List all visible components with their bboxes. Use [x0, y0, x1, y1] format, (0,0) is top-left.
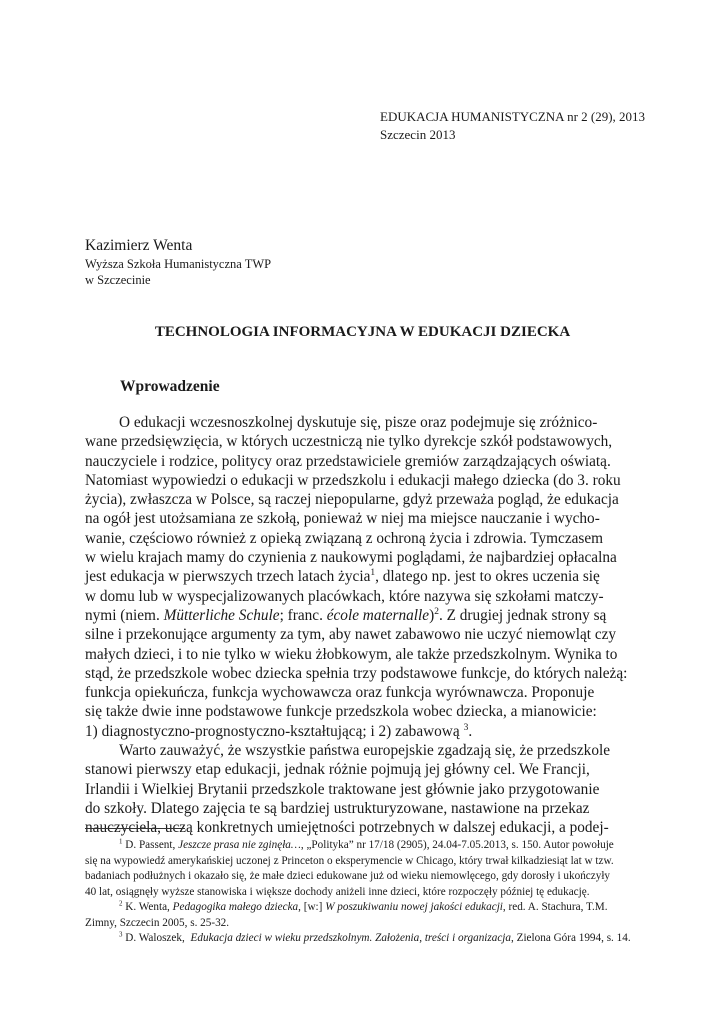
journal-title: EDUKACJA HUMANISTYCZNA nr 2 (29), 2013 — [380, 109, 646, 124]
body-line: jest edukacja w pierwszych trzech latach życia$^1$, dlatego np. jest to okres uczenia się — [85, 568, 600, 586]
body-line: 1) diagnostyczno-prognostyczno-kształtującą; i 2) zabawową $^3$. — [85, 722, 473, 740]
body-line: w domu lub w wyspecjalizowanych placówkach, które nazywa się szkołami matczy- — [85, 587, 604, 605]
body-line: stąd, że przedszkole wobec dziecka spełnia trzy podstawowe funkcje, do których należą: — [85, 664, 628, 682]
author-block — [85, 236, 271, 288]
body-line: wanie, częściowo również z opieką związaną z ochroną życia i zdrowia. Tymczasem — [85, 529, 604, 547]
body-line: Natomiast wypowiedzi o edukacji w przedszkolu i edukacji małego dziecka (do 3. roku — [85, 471, 621, 489]
article-title: TECHNOLOGIA INFORMACYJNA W EDUKACJI DZIECKA — [154, 324, 571, 340]
body-line: Warto zauważyć, że wszystkie państwa europejskie zgadzają się, że przedszkole — [119, 742, 611, 760]
body-line: do szkoły. Dlatego zajęcia te są bardziej ustrukturyzowane, nastawione na przekaz — [85, 799, 590, 817]
body-line: w wielu krajach mamy do czynienia z naukowymi poglądami, że najbardziej opłacalna — [85, 549, 617, 567]
footnote-1-line: się na wypowiedź amerykańskiej uczonej z Princeton o eksperymencie w Chicago, który trwał kilkadziesiąt lat w tzw. — [85, 854, 614, 867]
journal-header — [380, 108, 645, 144]
body-line: się także dwie inne podstawowe funkcje przedszkola wobec dziecka, a mianowicie: — [85, 703, 597, 721]
affiliation-line-2: w Szczecinie — [85, 273, 151, 287]
footnote-ref-1[interactable]: 1 — [370, 568, 376, 579]
body-text — [85, 413, 640, 838]
body-line: nauczyciele i rodzice, politycy oraz przedstawiciele gremiów zarządzających oświatą. — [85, 452, 611, 470]
body-line: małych dzieci, i to nie tylko w wieku żłobkowym, ale także przedszkolnym. Wynika to — [85, 645, 618, 663]
footnotes — [85, 838, 640, 947]
body-line: nauczyciela, uczą konkretnych umiejętności potrzebnych w dalszej edukacji, a podej- — [85, 819, 609, 837]
footnote-2-line: Zimny, Szczecin 2005, s. 25-32. — [85, 916, 230, 929]
body-line: na ogół jest utożsamiana ze szkołą, ponieważ w niej ma miejsce nauczanie i wycho- — [85, 510, 600, 528]
body-line: O edukacji wczesnoszkolnej dyskutuje się, pisze oraz podejmuje się zróżnico- — [119, 414, 598, 431]
footnote-divider — [85, 828, 185, 829]
author-name: Kazimierz Wenta — [85, 237, 193, 254]
body-line: funkcja opiekuńcza, funkcja wychowawcza oraz funkcja wyrównawcza. Proponuje — [85, 684, 595, 702]
footnote-2: $^2$ K. Wenta, Pedagogika małego dziecka, [w:] W poszukiwaniu nowej jakości edukacji, red. A. Stachura, T.M. — [119, 899, 608, 913]
footnote-1-line: 40 lat, osiągnęły wyższe stanowiska i większe dochody aniżeli inne dzieci, które rozpoczęły później tę edukację. — [85, 885, 590, 898]
footnote-1: $^1$ D. Passent, Jeszcze prasa nie zginęła…, „Polityka” nr 17/18 (2905), 24.04-7.05.2013, s. 150. Autor powołuje — [119, 837, 614, 851]
footnote-ref-2[interactable]: 2 — [434, 606, 439, 617]
body-line: silne i przekonujące argumenty za tym, aby nawet zabawowo nie uczyć niemowląt czy — [85, 626, 617, 644]
body-line: stanowi pierwszy etap edukacji, jednak różnie pojmują jej główny cel. We Francji, — [85, 761, 590, 779]
body-line: życia), zwłaszcza w Polsce, są raczej niepopularne, gdyż przeważa pogląd, że edukacja — [85, 491, 619, 509]
body-line: Irlandii i Wielkiej Brytanii przedszkole traktowane jest głównie jako przygotowanie — [85, 780, 600, 798]
journal-place: Szczecin 2013 — [380, 127, 456, 142]
body-line: wane przedsięwzięcia, w których uczestniczą nie tylko dyrekcje szkół podstawowych, — [85, 433, 613, 451]
affiliation-line-1: Wyższa Szkoła Humanistyczna TWP — [85, 257, 272, 271]
footnote-1-line: badaniach podłużnych i okazało się, że małe dzieci edukowane już od wieku niemowlęcego, gdy dorosły i ukończyły — [85, 870, 611, 882]
section-heading: Wprowadzenie — [120, 378, 220, 395]
body-line: nymi (niem. Mütterliche Schule; franc. école maternalle)$^2$. Z drugiej jednak strony są — [85, 606, 607, 624]
footnote-3: $^3$ D. Waloszek, Edukacja dzieci w wieku przedszkolnym. Założenia, treści i organizacja, Zielona Góra 1994, s. 14. — [119, 930, 631, 944]
footnote-ref-3[interactable]: 3 — [463, 722, 469, 733]
